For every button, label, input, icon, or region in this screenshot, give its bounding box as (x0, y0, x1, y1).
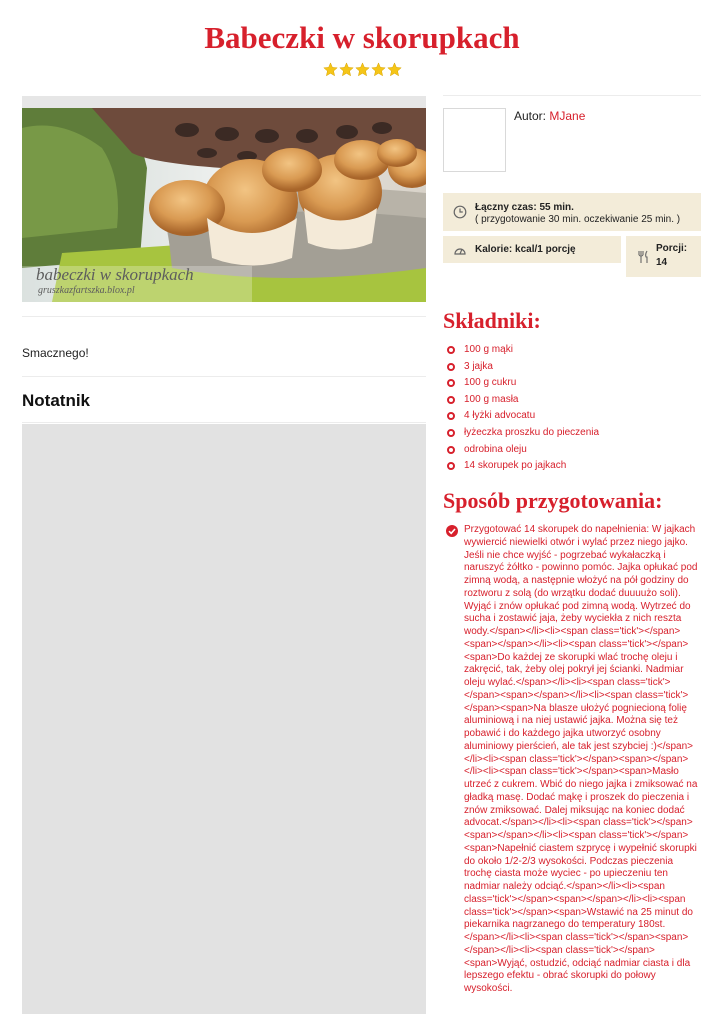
notes-area (22, 424, 426, 1014)
bullet-icon (447, 412, 455, 420)
calories-box (443, 236, 621, 263)
clock-icon (453, 205, 467, 219)
star-icon[interactable] (387, 62, 402, 77)
bullet-icon (447, 346, 455, 354)
ingredient-item (447, 361, 599, 378)
method-text: Przygotować 14 skorupek do napełnienia: W jajkach wywiercić niewielki otwór i wylać przez niego jajko. Jeśli nie chce wyjść - pogrzebać wykałaczką i naruszyć żółtko - powinno pomóc. Jajka opłukać pod zimną wodą, a następnie włożyć na pół godziny do roztworu z solą (do wrzątku dodać duuuużo soli). Wyjąć i znów opłukać pod zimną wodą. Wytrzeć do sucha i zostawić jaja, żeby wyciekła z nich reszta wody.</span></li><li><span class='tick'></span> <span></span></li><li><span class='tick'></span> <span>Do każdej ze skorupki wlać trochę oleju i zakręcić, tak, żeby olej pokrył jej ścianki. Nadmiar oleju wylać.</span></li><li><span class='tick'> </span><span></span></li><li><span class='tick'> </span><span>Na blasze ułożyć pogniecioną folię aluminiową i na niej ustawić jajka. Można się też pobawić i do każdego jajka utworzyć osobny aluminiowy pierścień, ale tak jest szybciej :)</span> </li><li><span class='tick'></span><span></span> </li><li><span class='tick'></span><span>Masło utrzeć z cukrem. Wbić do niego jajka i zmiksować na gładką masę. Dodać mąkę i proszek do pieczenia i znów zmiksować. Dalej miksując na koniec dodać advocat.</span></li><li><span class='tick'></span> <span></span></li><li><span class='tick'></span> <span>Napełnić ciastem szprycę i wypełnić skorupki do około 1/2-2/3 wysokości. Podczas pieczenia trochę ciasta może wyciec - po upieczeniu ten nadmiar należy odciąć.</span></li><li><span class='tick'></span><span></span></li><li><span class='tick'></span><span>Wstawić na 25 minut do piekarnika nagrzanego do temperatury 180st. </span></li><li><span class='tick'></span><span> </span></li><li><span class='tick'></span> <span>Wyjąć, ostudzić, odciąć nadmiar ciasta i dla lepszego efektu - obrać skorupki do połowy wysokości. (464, 524, 698, 994)
divider (22, 422, 426, 423)
total-time: Łączny czas: 55 min. (475, 202, 574, 213)
divider (443, 95, 701, 96)
star-icon[interactable] (355, 62, 370, 77)
author-line (514, 109, 585, 123)
method-heading: Sposób przygotowania: (443, 488, 663, 513)
photo-caption-url: gruszkazfartszka.blox.pl (38, 285, 135, 296)
ingredient-text: 4 łyżki advocatu (464, 410, 536, 422)
author-label: Autor: (514, 109, 547, 123)
photo-caption-title: babeczki w skorupkach (36, 265, 194, 284)
star-icon[interactable] (323, 62, 338, 77)
recipe-photo (22, 108, 426, 302)
check-icon (446, 525, 458, 537)
notes-heading: Notatnik (22, 391, 90, 410)
photo-top-bar (22, 96, 426, 108)
ingredient-item (447, 377, 599, 394)
ingredient-text: 100 g mąki (464, 344, 513, 355)
bullet-icon (447, 363, 455, 371)
author-avatar[interactable] (443, 108, 506, 172)
ingredient-text: łyżeczka proszku do pieczenia (464, 426, 600, 438)
cutlery-icon (636, 250, 650, 264)
ingredient-item (447, 460, 599, 477)
scale-icon (453, 243, 467, 257)
intro-text: Smacznego! (22, 346, 89, 360)
bullet-icon (447, 396, 455, 404)
bullet-icon (447, 429, 455, 437)
time-box (443, 193, 701, 231)
ingredients-list (447, 344, 599, 477)
rating-stars[interactable] (0, 62, 724, 82)
ingredient-item (447, 444, 599, 461)
time-detail: ( przygotowanie 30 min. oczekiwanie 25 min. ) (475, 214, 681, 225)
calories-text: Kalorie: kcal/1 porcję (475, 244, 576, 255)
ingredient-item (447, 394, 599, 411)
ingredient-item (447, 344, 599, 361)
star-icon[interactable] (371, 62, 386, 77)
recipe-title: Babeczki w skorupkach (204, 20, 520, 55)
ingredient-text: 100 g masła (464, 393, 519, 405)
bullet-icon (447, 446, 455, 454)
author-link[interactable]: MJane (549, 109, 586, 123)
method-step (446, 524, 702, 996)
ingredient-item (447, 427, 599, 444)
divider (22, 316, 426, 317)
ingredient-text: 3 jajka (464, 360, 493, 372)
servings-label: Porcji: (656, 243, 688, 254)
divider (22, 376, 426, 377)
ingredient-text: odrobina oleju (464, 443, 527, 455)
bullet-icon (447, 462, 455, 470)
ingredient-item (447, 410, 599, 427)
servings-box (626, 236, 701, 277)
ingredient-text: 14 skorupek po jajkach (464, 460, 567, 472)
ingredients-heading: Składniki: (443, 308, 541, 333)
ingredient-text: 100 g cukru (464, 377, 517, 389)
servings-value: 14 (656, 257, 668, 268)
bullet-icon (447, 379, 455, 387)
star-icon[interactable] (339, 62, 354, 77)
